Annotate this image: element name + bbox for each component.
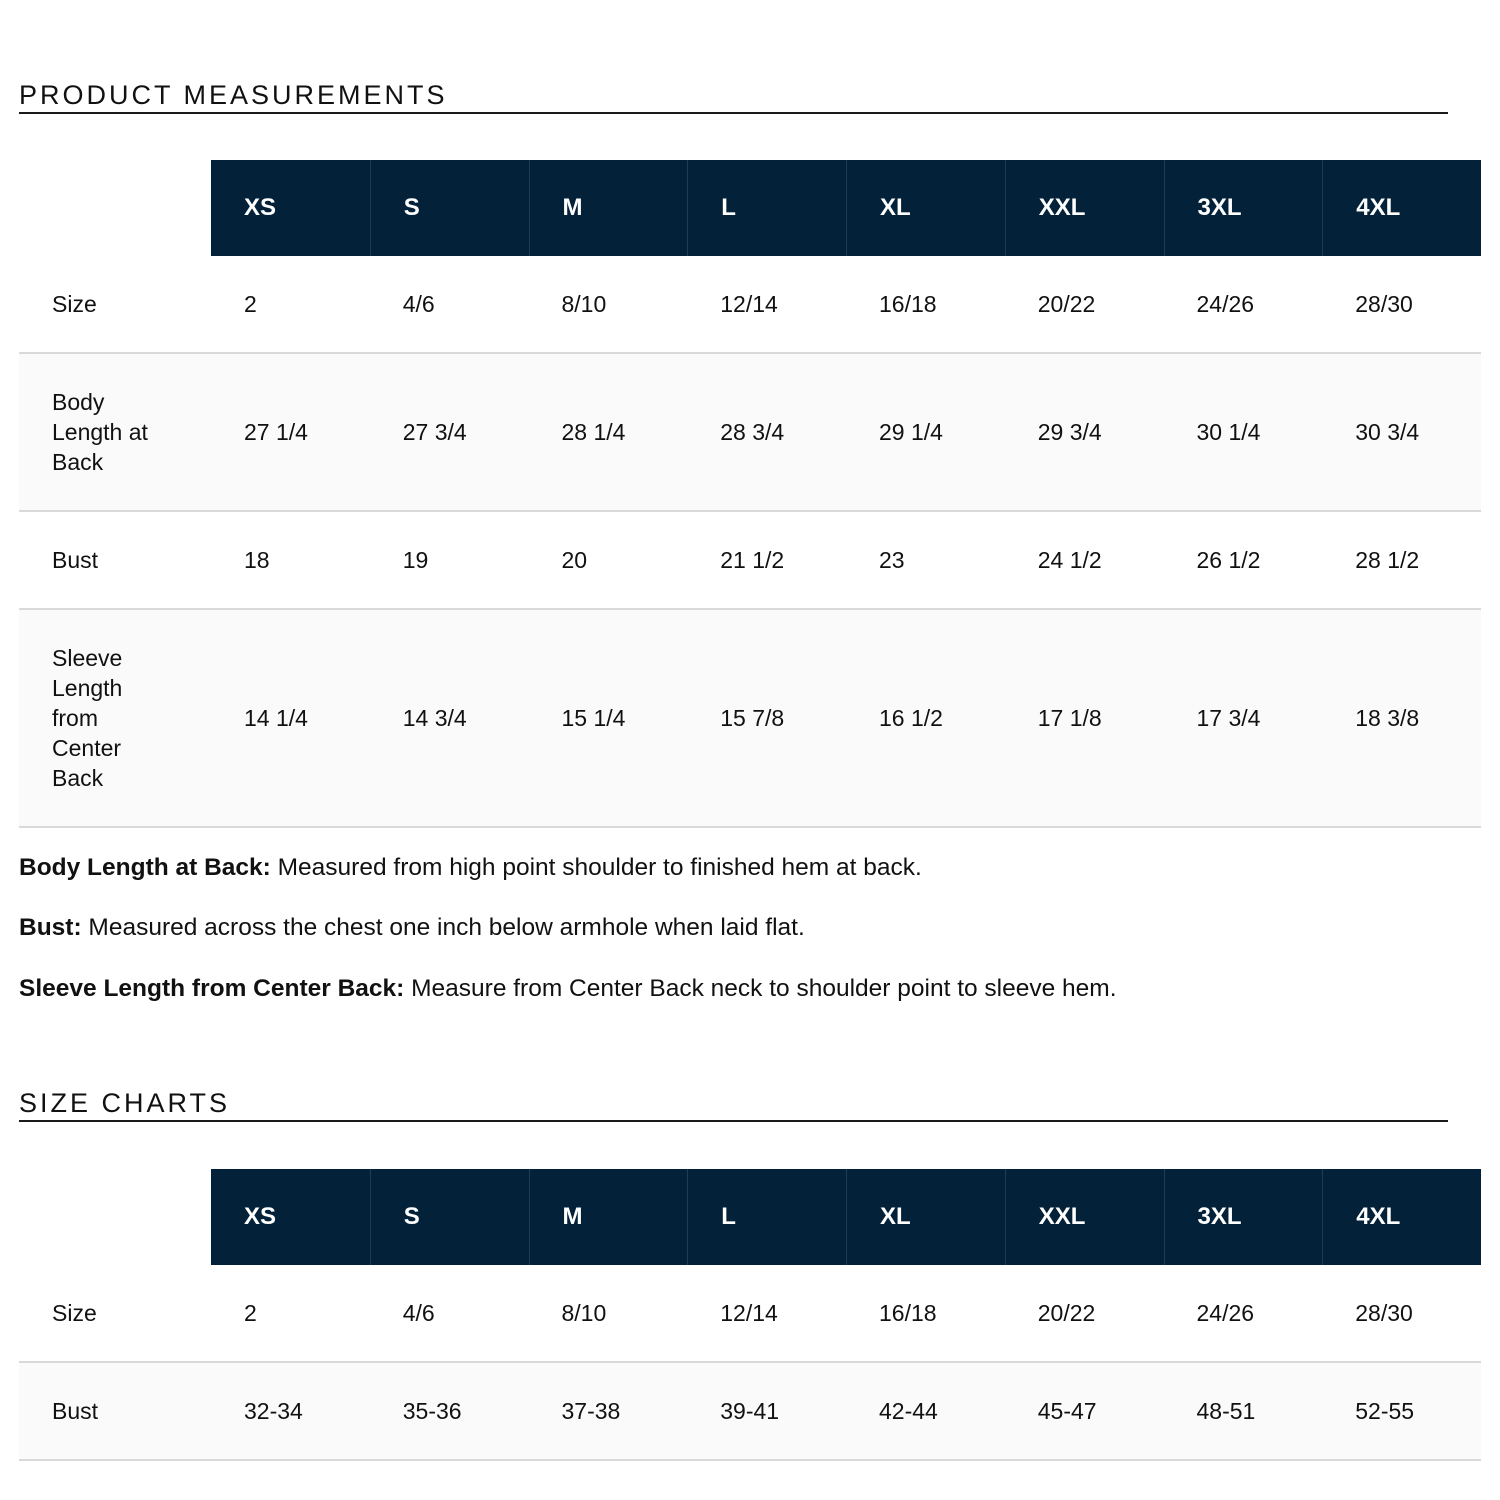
- table-row-size: [19, 1265, 1481, 1363]
- size-header-s: S: [370, 160, 529, 256]
- table-cell: 15 7/8: [720, 704, 785, 731]
- table-row-body-length: [19, 354, 1481, 512]
- size-header-xs: XS: [244, 194, 277, 221]
- table-cell: 27 1/4: [244, 418, 308, 445]
- size-header-4xl: 4XL: [1322, 160, 1481, 256]
- table-cell: 37-38: [561, 1397, 621, 1424]
- table-cell: 12/14: [720, 1299, 778, 1326]
- table-cell: 28 3/4: [720, 418, 785, 445]
- table-cell: 35-36: [402, 1397, 462, 1424]
- note-text: Measured from high point shoulder to finished hem at back.: [270, 854, 922, 881]
- table-cell: 17 3/4: [1196, 704, 1261, 731]
- size-header-l: L: [687, 160, 846, 256]
- row-label: Size: [52, 291, 97, 317]
- size-header-xxl: XXL: [1005, 1169, 1164, 1265]
- table-cell: 42-44: [879, 1397, 938, 1424]
- size-header-l: L: [687, 1169, 846, 1265]
- table-cell: 48-51: [1196, 1397, 1256, 1424]
- table-cell: 17 1/8: [1037, 704, 1102, 731]
- table-cell: 2: [244, 1299, 257, 1326]
- table-row-size: [19, 256, 1481, 354]
- note-bust: [19, 913, 1479, 943]
- table-cell: 28 1/4: [561, 418, 626, 445]
- size-header-xxl: XXL: [1005, 160, 1164, 256]
- row-label: Size: [52, 1300, 97, 1326]
- size-charts-size-header: [211, 1169, 1481, 1265]
- table-cell: 29 3/4: [1037, 418, 1102, 445]
- table-cell: 14 1/4: [244, 704, 308, 731]
- table-cell: 19: [402, 546, 429, 573]
- section-title-product-measurements: PRODUCT MEASUREMENTS: [19, 82, 1448, 114]
- note-term: Sleeve Length from Center Back:: [19, 975, 405, 1002]
- table-cell: 24/26: [1196, 290, 1255, 317]
- table-cell: 28/30: [1355, 290, 1413, 317]
- table-cell: 20: [561, 546, 588, 573]
- table-cell: 16/18: [879, 1299, 937, 1326]
- table-row-sleeve-length: [19, 610, 1481, 828]
- table-cell: 4/6: [402, 290, 435, 317]
- table-cell: 28 1/2: [1355, 546, 1420, 573]
- table-cell: 8/10: [561, 290, 607, 317]
- table-cell: 45-47: [1037, 1397, 1097, 1424]
- table-cell: 23: [879, 546, 905, 573]
- note-text: Measure from Center Back neck to shoulder point to sleeve hem.: [404, 975, 1117, 1002]
- row-label: Bust: [52, 1398, 99, 1424]
- size-header-xl: XL: [846, 160, 1005, 256]
- table-cell: 21 1/2: [720, 546, 785, 573]
- size-header-m: M: [529, 1169, 688, 1265]
- table-cell: 4/6: [402, 1299, 435, 1326]
- table-cell: 24 1/2: [1037, 546, 1102, 573]
- size-header-xl: XL: [846, 1169, 1005, 1265]
- table-row-bust: [19, 512, 1481, 610]
- table-cell: 15 1/4: [561, 704, 626, 731]
- table-cell: 20/22: [1037, 1299, 1096, 1326]
- row-label: Sleeve Length from Center Back: [52, 645, 123, 791]
- row-label: Bust: [52, 547, 99, 573]
- table-cell: 52-55: [1355, 1397, 1415, 1424]
- table-row-bust: [19, 1363, 1481, 1461]
- size-header-3xl: 3XL: [1164, 160, 1323, 256]
- measurements-size-header: [211, 160, 1481, 256]
- table-cell: 16 1/2: [879, 704, 943, 731]
- table-cell: 14 3/4: [402, 704, 467, 731]
- size-header-m: M: [529, 160, 688, 256]
- table-cell: 30 1/4: [1196, 418, 1261, 445]
- table-cell: 12/14: [720, 290, 778, 317]
- note-sleeve-length: [19, 974, 1479, 1004]
- size-header-s: S: [370, 1169, 529, 1265]
- note-text: Measured across the chest one inch below armhole when laid flat.: [81, 914, 805, 941]
- table-cell: 30 3/4: [1355, 418, 1420, 445]
- note-term: Body Length at Back:: [19, 854, 271, 881]
- size-header-3xl: 3XL: [1164, 1169, 1323, 1265]
- note-term: Bust:: [19, 914, 82, 941]
- table-cell: 28/30: [1355, 1299, 1413, 1326]
- table-cell: 8/10: [561, 1299, 607, 1326]
- table-cell: 32-34: [244, 1397, 303, 1424]
- section-title-size-charts: SIZE CHARTS: [19, 1090, 1448, 1122]
- table-cell: 39-41: [720, 1397, 780, 1424]
- row-label: Body Length at Back: [52, 389, 148, 475]
- table-cell: 24/26: [1196, 1299, 1255, 1326]
- table-cell: 26 1/2: [1196, 546, 1261, 573]
- size-header-4xl: 4XL: [1322, 1169, 1481, 1265]
- table-cell: 18 3/8: [1355, 704, 1420, 731]
- table-cell: 16/18: [879, 290, 937, 317]
- table-cell: 20/22: [1037, 290, 1096, 317]
- table-cell: 27 3/4: [402, 418, 467, 445]
- table-cell: 18: [244, 546, 270, 573]
- table-cell: 29 1/4: [879, 418, 943, 445]
- note-body-length: [19, 853, 1479, 883]
- size-header-xs: XS: [244, 1203, 277, 1230]
- table-cell: 2: [244, 290, 257, 317]
